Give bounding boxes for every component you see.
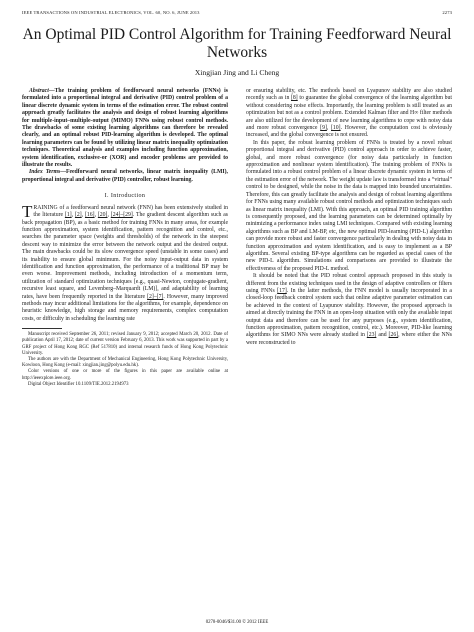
footnote-color: Color versions of one or more of the figures in this paper are available online at http://ieeexplore.ieee.org. — [22, 369, 228, 381]
right-paragraph-2: In this paper, the robust learning problem of FNNs is treated by a novel robust proportional integral and derivative (PID) control approach in order to achieve faster, global, and more robust convergence (for noisy data particularly in function approximation and nonlinear system identification). The training problem of FNNs is formulated into a robust control problem of a linear discrete dynamic system in terms of the estimation error of the network. The weight update law is transformed into a “virtual” control to be designed, while the noise in the data is mapped into bounded uncertainties. Therefore, this can greatly facilitate the analysis and design of robust learning algorithms for FNNs using many available robust control methods and optimization techniques such as linear matrix inequality (LMI). With this approach, an optimal PID training algorithm is consequently proposed, and the learning parameters can be determined optimally by minimizing a performance index using LMI techniques. Compared with existing learning algorithms such as BP and LM-BP, etc, the new optimal PID-learning (PID-L) algorithm can provide more robust and faster convergence particularly in dealing with noisy data in function approximation and system identification, and is easy to implement as a BP algorithm. Several existing BP-type algorithms can be regarded as special cases of the new PID-L algorithm. Simulations and comparisons are provided to illustrate the effectiveness of the proposed PID-L method. — [246, 139, 452, 272]
citation-link[interactable]: [8] — [291, 95, 298, 102]
citation-link[interactable]: [10] — [331, 125, 341, 132]
index-terms-label: Index Terms — [29, 169, 61, 176]
footnote-manuscript: Manuscript received September 26, 2011; revised January 9, 2012; accepted March 20, 2012. Date of publication April 17, 2012; date of current version February 6, 2013. This work was supported in part by a GRF project of Hong Kong RGC (Ref 517810) and internal research funds of Hong Kong Polytechnic University. — [22, 332, 228, 356]
abstract-label: Abstract — [29, 88, 49, 94]
footnote-doi: Digital Object Identifier 10.1109/TIE.2012.2194973 — [28, 381, 129, 387]
copyright-line: 0278-0046/$31.00 © 2012 IEEE — [205, 620, 269, 625]
two-column-body — [22, 88, 452, 388]
citation-link[interactable]: [1] — [64, 212, 72, 219]
footnote-authors: The authors are with the Department of Mechanical Engineering, Hong Kong Polytechnic University, Kowloon, Hong Kong (e-mail: xingjian.jing@polyu.edu.hk). — [22, 357, 228, 369]
abstract — [22, 88, 228, 169]
drop-cap: T — [22, 201, 33, 221]
citation-link[interactable]: [26] — [388, 332, 399, 339]
section-heading-introduction: I. Introduction — [104, 193, 146, 200]
paper-authors: Xingjian Jing and Li Cheng — [194, 68, 280, 77]
right-column — [246, 88, 452, 388]
citation-link[interactable]: [23] — [366, 332, 377, 339]
abstract-text: —The training problem of feedforward neural networks (FNNs) is formulated into a proportional integral and derivative (PID) control problem of a linear discrete dynamic system in terms of the estimation error. The robust control approach greatly facilitates the analysis and design of robust learning algorithms for multiple-input–multiple-output (MIMO) FNNs using robust control methods. The drawbacks of some existing learning algorithms can therefore be revealed clearly, and an optimal robust PID-learning algorithm is developed. The optimal learning parameters can be found by utilizing linear matrix inequality optimization techniques. Theoretical analysis and examples including function approximation, system identification, exclusive-or (XOR) and encoder problems are provided to illustrate the results. — [22, 88, 228, 169]
citation-link[interactable]: [17] — [277, 287, 287, 294]
citation-link[interactable]: [2] — [74, 212, 82, 219]
index-terms — [22, 169, 228, 184]
journal-info: IEEE TRANSACTIONS ON INDUSTRIAL ELECTRONICS, VOL. 60, NO. 6, JUNE 2013 — [22, 10, 200, 15]
footnote-rule — [22, 328, 62, 329]
citation-link[interactable]: [16] — [84, 212, 95, 219]
citation-link[interactable]: [20] — [97, 212, 108, 219]
citation-link[interactable]: [24]–[29] — [110, 212, 133, 219]
citation-link[interactable]: [2]–[7] — [147, 293, 164, 300]
right-paragraph-1: or ensuring stability, etc. The methods based on Lyapunov stability are also studied recently such as in [8] to guarantee the global convergence of the learning algorithm but without considering noise effects. Importantly, the learning problem is still treated as an optimization but not as a control problem. Extended Kalman filter and H∞ filter methods are also utilized for the development of new learning algorithms to cope with noisy data and more robust convergence [9], [10]. However, the computation cost is obviously increased, and the global convergence is not ensured. — [246, 88, 452, 139]
intro-paragraph: TRAINING of a feedforward neural network (FNN) has been extensively studied in the literature [1], [2], [16], [20], [24]–[29]. The gradient descent algorithm such as back propagation (BP), as a basic method for training FNNs in many areas, for example function approximation, system identification, pattern recognition and control, etc., searches the parameter space (weights and thresholds) of the network in the steepest descent way to minimize the error between the network output and the desired output. The main drawbacks could be its slow convergence speed (unstable in some cases) and its inability to ensure global minimum. For the noisy input-output data in system identification and function approximation, the performance of a traditional BP may be even worse. Improvement methods, including introduction of a momentum term, utilization of standard optimization techniques [e.g., quasi-Newton, conjugate-gradient, recursive least square, and Levenberg–Marquardt (LM)], and adaptability of learning rates, have been frequently reported in the literature [2]–[7]. However, many improved methods may incur additional limitations for the algorithms, for example, dependence on heuristic knowledge, high storage and memory requirements, complex computation costs, or difficulty in scheduling the learning rate — [22, 201, 229, 322]
citation-link[interactable]: [9] — [320, 125, 327, 132]
page-number: 2273 — [442, 10, 452, 15]
running-head — [22, 10, 452, 18]
right-paragraph-3: It should be noted that the PID robust control approach proposed in this study is different from the existing techniques used in the design of adaptive controllers or filters using FNNs [17]. In the latter methods, the FNN model is usually incorporated in a closed-loop feedback control system such that online adaptive parameter estimation can be achieved in the context of Lyapunov stability. However, the proposed approach is aimed at directly training the FNN in an open-loop situation with only the available input output data and therefore can be used for any purposes (e.g., system identification, function approximation, pattern recognition, control, etc.). Moreover, PID-like learning algorithms for SIMO NNs were already studied in [23] and [26], where either the NNs were reconstructed to — [246, 273, 452, 346]
paper-title: An Optimal PID Control Algorithm for Training Feedforward Neural Networks — [22, 26, 452, 61]
index-terms-text: —Feedforward neural networks, linear matrix inequality (LMI), proportional integral and derivative (PID) controller, robust learning. — [22, 169, 228, 183]
left-column — [22, 88, 228, 388]
